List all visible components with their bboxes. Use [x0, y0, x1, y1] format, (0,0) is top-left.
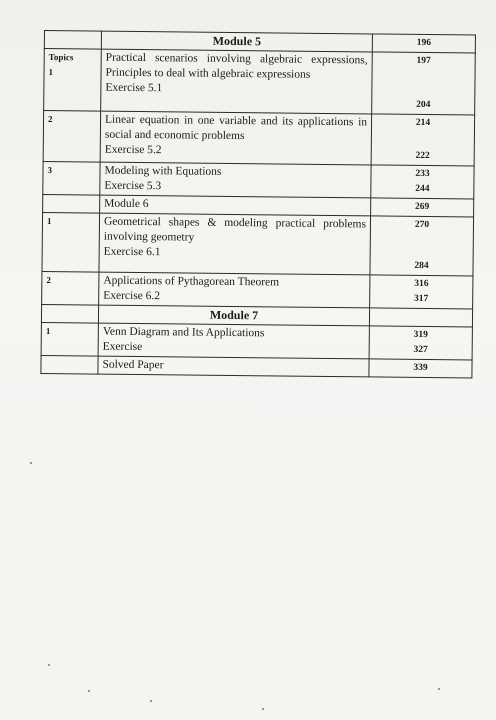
blank-cell: [44, 31, 101, 50]
row-title: Venn Diagram and Its Applications: [102, 325, 265, 340]
solved-paper-title: Solved Paper: [98, 356, 369, 377]
blank-cell: [41, 355, 98, 374]
row-page-exercise: 204: [416, 99, 431, 111]
row-page-exercise: 317: [414, 293, 429, 305]
module-7-title: Module 7: [98, 305, 369, 326]
row-page-exercise: 327: [413, 344, 428, 356]
row-title: Modeling with Equations: [104, 164, 222, 178]
module-5-page: 196: [372, 34, 475, 53]
row-title-cell: [99, 272, 370, 308]
table-row: [43, 161, 474, 199]
row-title: Geometrical shapes & modeling practical problems involving geometry: [103, 215, 367, 244]
row-exercise: Exercise 5.2: [104, 143, 162, 157]
scan-speck: [262, 708, 264, 710]
row-exercise: Exercise 6.1: [103, 245, 161, 259]
row-page-start: 214: [415, 117, 431, 129]
blank-cell: [369, 308, 472, 327]
row-exercise: Exercise 6.2: [103, 289, 161, 303]
row-page-cell: [372, 52, 476, 115]
table-of-contents: [40, 30, 476, 379]
row-page-start: 233: [415, 168, 430, 180]
module-5-title: Module 5: [101, 31, 372, 52]
topics-header: Topics: [48, 52, 74, 63]
row-page-cell: [371, 114, 475, 166]
solved-paper-row: [41, 355, 472, 378]
row-number: 3: [43, 161, 100, 195]
row-page-exercise: 284: [414, 260, 429, 272]
solved-paper-page: 339: [369, 359, 472, 378]
blank-cell: [41, 304, 98, 323]
scan-speck: [30, 462, 32, 464]
module-6-page: 269: [371, 198, 474, 217]
scan-speck: [150, 700, 152, 702]
row-page-cell: [370, 216, 474, 276]
row-title-cell: [101, 49, 373, 114]
table-row: [44, 49, 476, 116]
row-title-cell: [100, 111, 372, 165]
row-number-cell: [44, 49, 102, 112]
row-number: 2: [42, 271, 99, 305]
blank-cell: [43, 194, 100, 213]
scan-speck: [88, 690, 90, 692]
row-title: Applications of Pythagorean Theorem: [103, 274, 280, 289]
row-number: 1: [48, 67, 54, 78]
row-title-cell: [99, 213, 371, 275]
row-title-cell: [98, 323, 369, 359]
row-title: Practical scenarios involving algebraic expressions, Principles to deal with algebraic expressions: [105, 51, 368, 81]
row-page-cell: [371, 165, 474, 199]
row-number: 2: [43, 111, 101, 163]
row-page-start: 316: [414, 278, 429, 290]
row-page-cell: [369, 326, 472, 360]
row-number: 1: [42, 212, 100, 272]
row-number: 1: [41, 322, 98, 356]
row-title: Linear equation in one variable and its applications in social and economic problems: [104, 113, 368, 143]
table-row: [43, 111, 475, 167]
scan-speck: [48, 664, 50, 666]
scan-speck: [438, 688, 440, 690]
row-page-start: 197: [416, 55, 431, 67]
row-page-start: 319: [413, 329, 429, 341]
table-row: [42, 212, 474, 276]
row-exercise: Exercise 5.1: [105, 81, 163, 95]
row-page-exercise: 244: [415, 183, 430, 195]
row-exercise: Exercise: [102, 340, 143, 354]
table-row: [41, 322, 472, 360]
row-page-cell: [370, 275, 473, 309]
table-row: [42, 271, 473, 309]
row-page-start: 270: [414, 219, 430, 231]
row-exercise: Exercise 5.3: [104, 179, 162, 193]
module-6-title: Module 6: [100, 195, 371, 216]
row-title-cell: [100, 162, 371, 198]
row-page-exercise: 222: [415, 150, 430, 162]
